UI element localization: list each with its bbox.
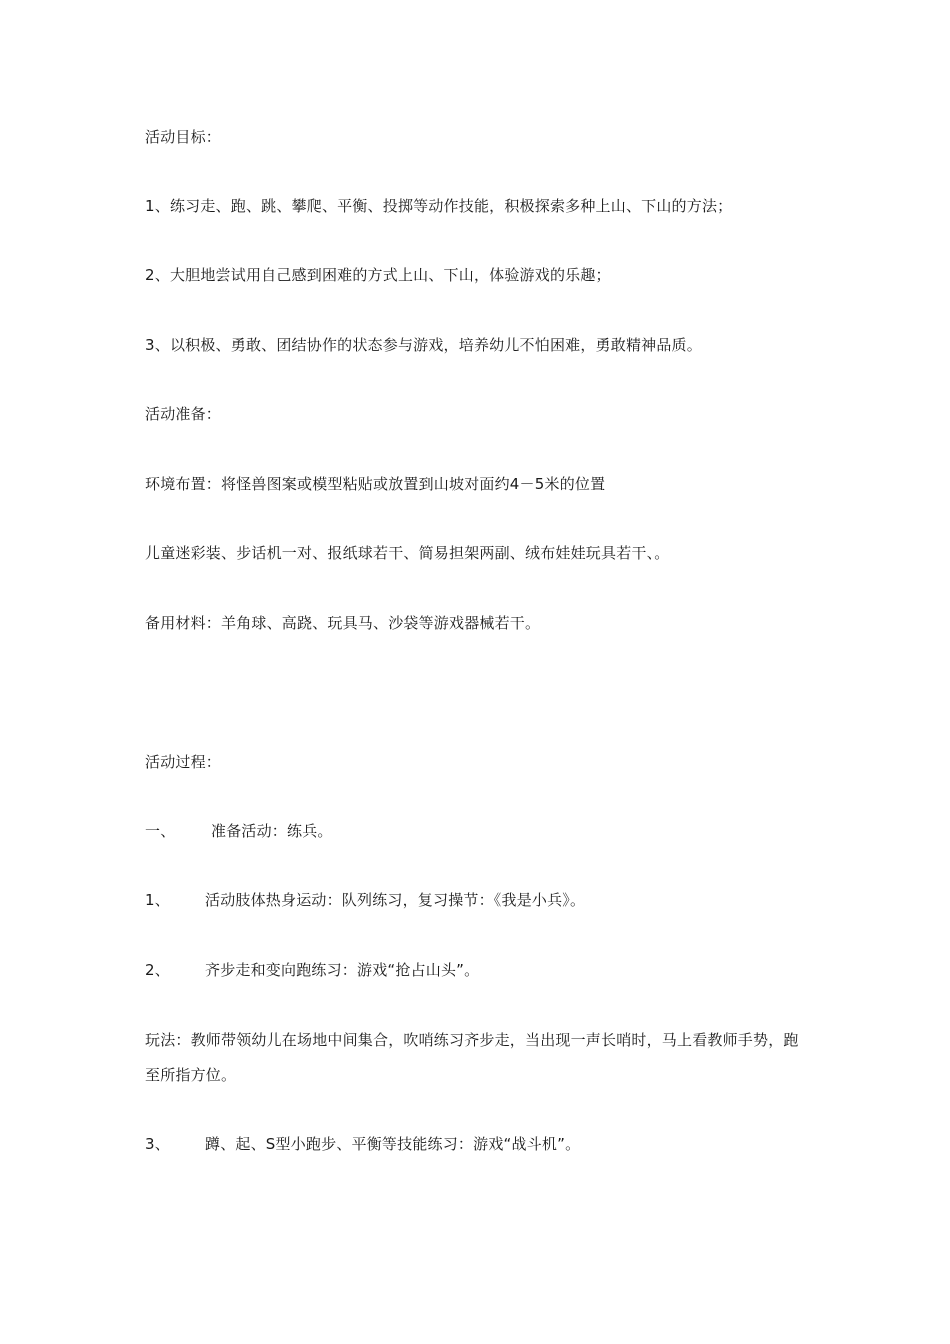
goal-item-3: 3、以积极、勇敢、团结协作的状态参与游戏，培养幼儿不怕困难，勇敢精神品质。 (145, 336, 702, 354)
section-1-number: 一、 (145, 822, 176, 840)
step-3-number: 3、 (145, 1135, 170, 1153)
section-1 (145, 824, 333, 839)
prep-item-materials: 儿童迷彩装、步话机一对、报纸球若干、简易担架两副、绒布娃娃玩具若干、。 (145, 544, 670, 562)
step-3 (145, 1137, 580, 1152)
step-3-text: 蹲、起、S型小跑步、平衡等技能练习：游戏“战斗机”。 (205, 1135, 581, 1153)
prep-item-environment: 环境布置：将怪兽图案或模型粘贴或放置到山坡对面约4－5米的位置 (145, 475, 606, 493)
section-1-text: 准备活动：练兵。 (211, 822, 333, 840)
process-heading: 活动过程： (145, 753, 222, 771)
prep-item-backup: 备用材料：羊角球、高跷、玩具马、沙袋等游戏器械若干。 (145, 614, 541, 632)
step-1-number: 1、 (145, 891, 170, 909)
goal-item-1: 1、练习走、跑、跳、攀爬、平衡、投掷等动作技能，积极探索多种上山、下山的方法； (145, 197, 733, 215)
step-2 (145, 963, 479, 978)
step-1 (145, 893, 585, 908)
step-1-text: 活动肢体热身运动：队列练习，复习操节：《我是小兵》。 (205, 891, 586, 909)
goals-heading: 活动目标： (145, 128, 222, 146)
step-2-number: 2、 (145, 961, 170, 979)
goal-item-2: 2、大胆地尝试用自己感到困难的方式上山、下山，体验游戏的乐趣； (145, 266, 611, 284)
step-2-text: 齐步走和变向跑练习：游戏“抢占山头”。 (205, 961, 480, 979)
prep-heading: 活动准备： (145, 405, 222, 423)
play-method: 玩法：教师带领幼儿在场地中间集合，吹哨练习齐步走，当出现一声长哨时，马上看教师手势，跑至所指方位。 (145, 1031, 799, 1084)
